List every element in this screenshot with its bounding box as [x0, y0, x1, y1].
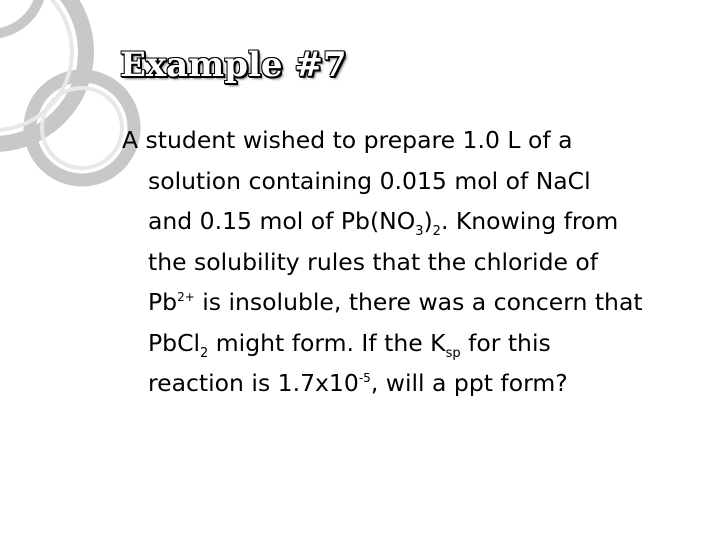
- text-run: , will a ppt form?: [370, 369, 568, 397]
- text-run: might form. If the K: [208, 328, 446, 357]
- body-line: [122, 120, 722, 161]
- superscript: 2+: [177, 290, 195, 304]
- text-run: reaction is 1.7x10: [148, 369, 359, 397]
- slide-title: Example #7: [120, 45, 347, 85]
- body-line: [122, 201, 722, 242]
- body-line: [122, 161, 722, 202]
- text-run: the solubility rules that the chloride of: [148, 247, 599, 276]
- text-run: ): [423, 207, 433, 235]
- text-run: solution containing 0.015 mol of NaCl: [148, 166, 591, 195]
- text-run: A student wished to prepare 1.0 L of a: [122, 126, 573, 154]
- body-line: [122, 282, 722, 323]
- slide-body-text: [122, 120, 722, 404]
- text-run: is insoluble, there was a concern that: [194, 288, 643, 316]
- subscript: sp: [445, 345, 461, 361]
- superscript: -5: [358, 371, 371, 385]
- subscript: 2: [432, 224, 441, 239]
- text-run: PbCl: [148, 328, 201, 357]
- body-line: [122, 323, 722, 364]
- text-run: Pb: [148, 288, 178, 316]
- text-run: . Knowing from: [440, 207, 619, 235]
- body-line: [122, 363, 722, 404]
- text-run: and 0.15 mol of Pb(NO: [148, 207, 416, 235]
- subscript: 3: [415, 224, 424, 239]
- body-line: [122, 242, 722, 283]
- text-run: for this: [460, 328, 551, 357]
- subscript: 2: [200, 345, 209, 361]
